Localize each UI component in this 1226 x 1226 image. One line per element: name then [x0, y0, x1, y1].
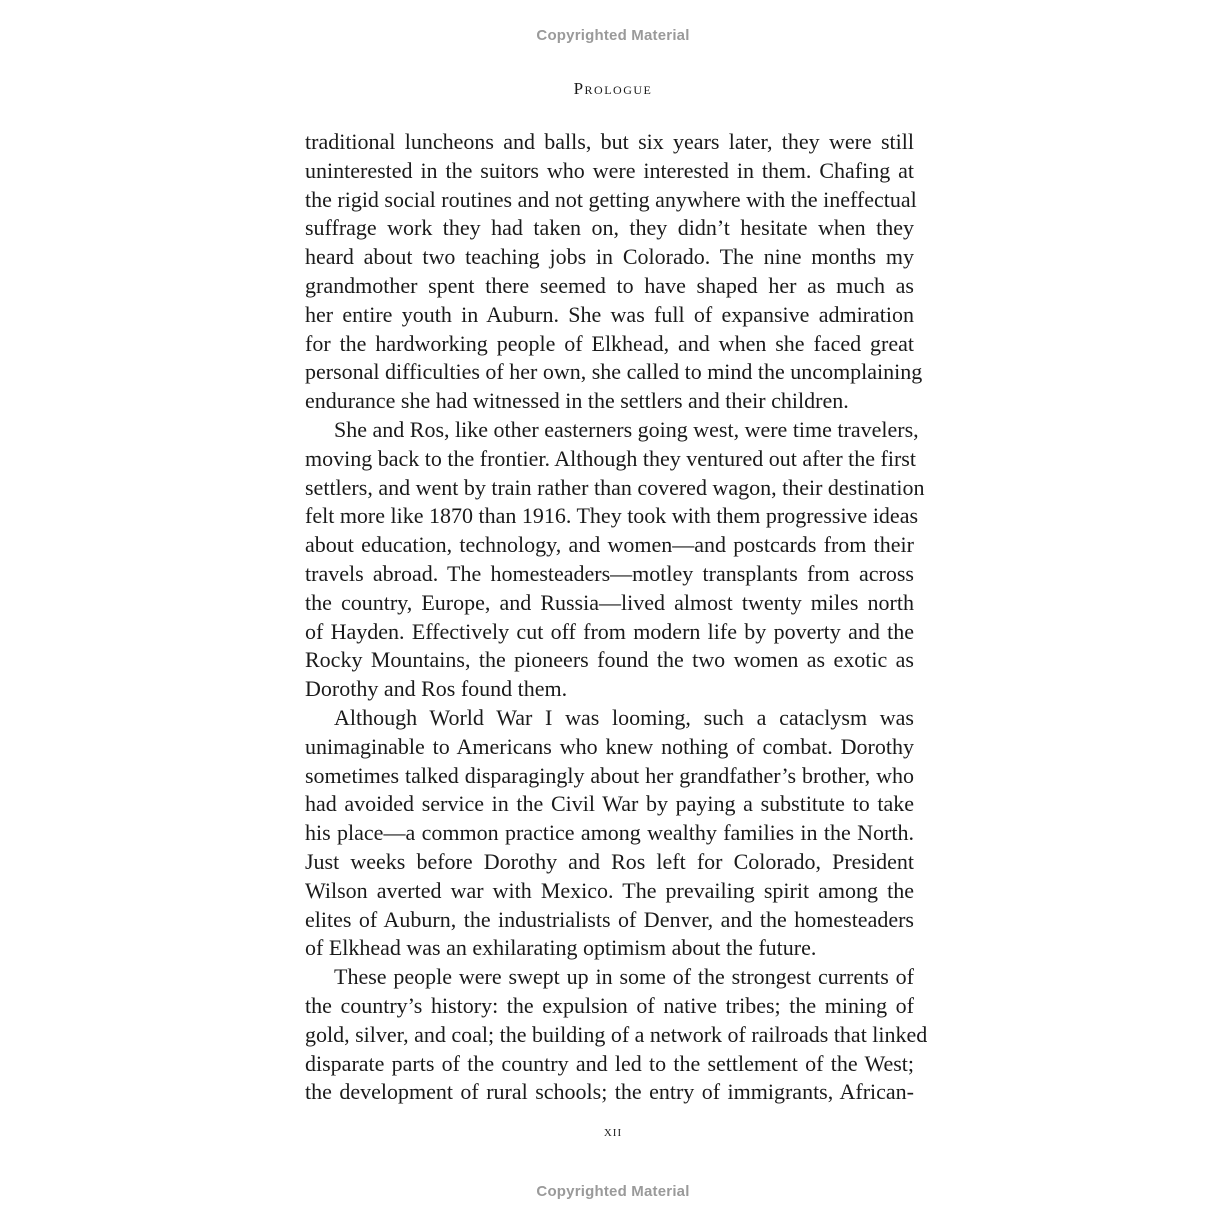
page-number: xii	[603, 1124, 623, 1140]
text-line: Just weeks before Dorothy and Ros left for Colorado, President	[305, 848, 914, 874]
text-line: disparate parts of the country and led to the settlement of the West;	[305, 1050, 914, 1076]
text-line: gold, silver, and coal; the building of a network of railroads that linked	[305, 1021, 928, 1047]
paragraph-1	[305, 128, 923, 416]
text-line: her entire youth in Auburn. She was full of expansive admiration	[305, 301, 914, 327]
text-line: Wilson averted war with Mexico. The prevailing spirit among the	[305, 877, 914, 903]
text-line: the rigid social routines and not getting anywhere with the ineffectual	[305, 186, 917, 212]
text-line: heard about two teaching jobs in Colorado. The nine months my	[305, 244, 914, 270]
paragraph-4	[305, 963, 928, 1107]
text-line: elites of Auburn, the industrialists of Denver, and the homesteaders	[305, 906, 914, 932]
text-line: had avoided service in the Civil War by paying a substitute to take	[305, 791, 914, 817]
text-line: Dorothy and Ros found them.	[305, 676, 568, 702]
copyright-watermark-top: Copyrighted Material	[536, 27, 690, 44]
text-line: the country, Europe, and Russia—lived almost twenty miles north	[305, 589, 914, 615]
text-line: sometimes talked disparagingly about her grandfather’s brother, who	[305, 762, 914, 788]
text-line: his place—a common practice among wealthy families in the North.	[305, 820, 914, 846]
text-line: unimaginable to Americans who knew nothing of combat. Dorothy	[305, 733, 914, 759]
text-line: uninterested in the suitors who were interested in them. Chafing at	[305, 157, 914, 183]
paragraph-2	[305, 416, 925, 704]
text-line: Although World War I was looming, such a cataclysm was	[334, 704, 914, 730]
text-line: moving back to the frontier. Although they ventured out after the first	[305, 445, 916, 471]
body-text	[305, 128, 928, 1107]
text-line: the development of rural schools; the entry of immigrants, African-	[305, 1079, 914, 1105]
text-line: These people were swept up in some of the strongest currents of	[334, 964, 914, 990]
running-head: Prologue	[573, 79, 653, 98]
paragraph-3	[305, 704, 914, 963]
text-line: traditional luncheons and balls, but six years later, they were still	[305, 129, 914, 154]
text-line: the country’s history: the expulsion of native tribes; the mining of	[305, 992, 914, 1018]
text-line: grandmother spent there seemed to have shaped her as much as	[305, 272, 914, 298]
copyright-watermark-bottom: Copyrighted Material	[536, 1183, 690, 1200]
text-line: suffrage work they had taken on, they didn’t hesitate when they	[305, 215, 914, 241]
text-line: She and Ros, like other easterners going west, were time travelers,	[334, 416, 919, 442]
text-line: for the hardworking people of Elkhead, and when she faced great	[305, 330, 914, 356]
text-line: settlers, and went by train rather than covered wagon, their destination	[305, 474, 925, 500]
text-line: endurance she had witnessed in the settlers and their children.	[305, 388, 849, 414]
text-line: felt more like 1870 than 1916. They took with them progressive ideas	[305, 503, 919, 529]
text-line: of Hayden. Effectively cut off from modern life by poverty and the	[305, 618, 914, 644]
text-line: personal difficulties of her own, she called to mind the uncomplaining	[305, 359, 923, 385]
text-line: Rocky Mountains, the pioneers found the two women as exotic as	[305, 647, 914, 673]
text-line: about education, technology, and women—and postcards from their	[305, 532, 914, 558]
text-line: of Elkhead was an exhilarating optimism about the future.	[305, 935, 817, 961]
text-line: travels abroad. The homesteaders—motley transplants from across	[305, 560, 914, 586]
